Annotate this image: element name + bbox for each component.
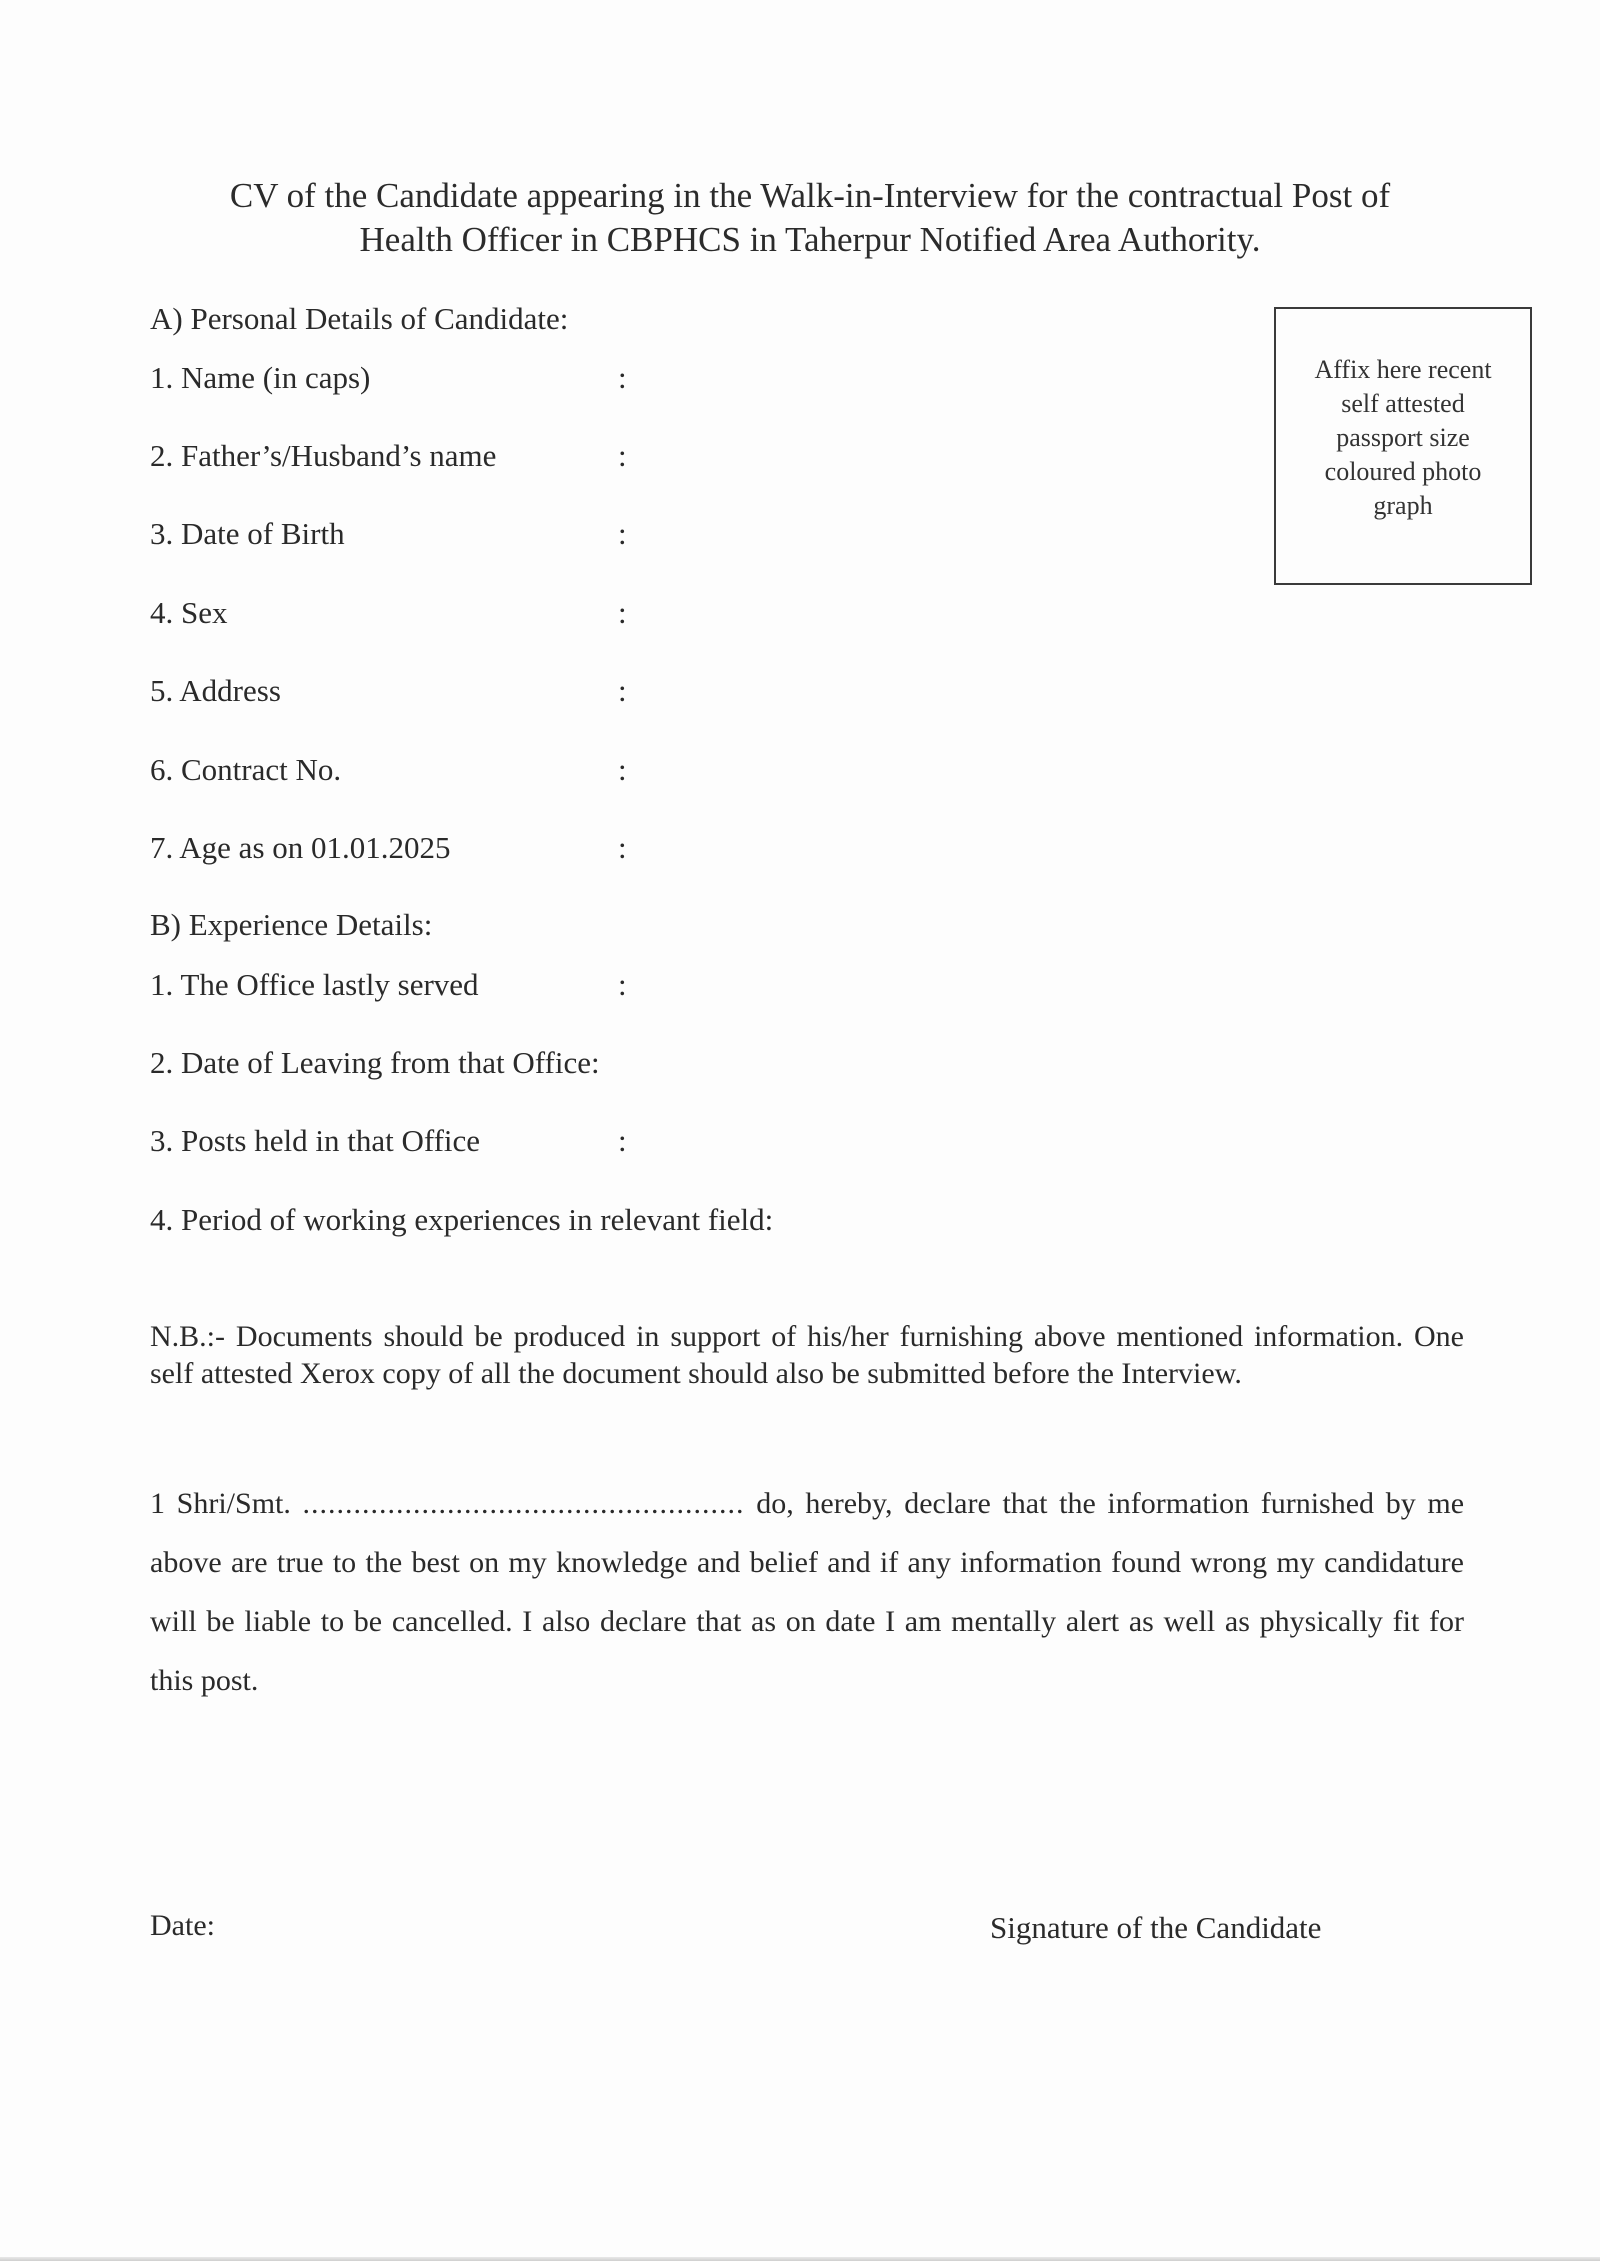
address-label: 5. Address [150,673,281,708]
date-of-birth-colon: : [618,516,627,551]
photo-text-line-1: Affix here recent [1314,355,1492,384]
photo-text-line-2: self attested [1341,389,1465,418]
sex-label: 4. Sex [150,595,228,630]
name-colon: : [618,360,627,395]
declaration-name-blank: .................................................... [302,1487,745,1520]
photo-instructions [1276,353,1530,523]
photo-text-line-4: coloured photo [1324,457,1482,486]
signature-label: Signature of the Candidate [990,1910,1322,1945]
documents-note: N.B.:- Documents should be produced in support of his/her furnishing above mentioned information. One self attested Xerox copy of all the document should also be submitted before the Interview. [150,1320,1464,1390]
contract-no-label: 6. Contract No. [150,752,342,787]
date-of-birth-label: 3. Date of Birth [150,516,345,551]
office-lastly-served-colon: : [618,967,627,1002]
declaration-paragraph [150,1474,1464,1710]
posts-held-colon: : [618,1123,627,1158]
title-line-2: Health Officer in CBPHCS in Taherpur Notified Area Authority. [359,220,1261,259]
declaration-prefix: 1 Shri/Smt. [150,1487,291,1520]
photo-text-line-3: passport size [1336,423,1470,452]
posts-held-label: 3. Posts held in that Office [150,1123,481,1158]
father-husband-name-label: 2. Father’s/Husband’s name [150,438,497,473]
name-label: 1. Name (in caps) [150,360,371,395]
contract-no-colon: : [618,752,627,787]
working-experience-label: 4. Period of working experiences in relevant field: [150,1202,774,1237]
photo-text-line-5: graph [1373,491,1433,520]
office-lastly-served-label: 1. The Office lastly served [150,967,479,1002]
scan-bottom-edge [0,2257,1600,2261]
personal-details-heading: A) Personal Details of Candidate: [150,301,569,336]
address-colon: : [618,673,627,708]
date-of-leaving-label: 2. Date of Leaving from that Office: [150,1045,600,1080]
age-colon: : [618,830,627,865]
age-label: 7. Age as on 01.01.2025 [150,830,451,865]
title-line-1: CV of the Candidate appearing in the Walk-in-Interview for the contractual Post of [229,176,1391,215]
experience-details-heading: B) Experience Details: [150,907,433,942]
photo-box [1274,307,1532,585]
sex-colon: : [618,595,627,630]
date-label: Date: [150,1909,215,1942]
document-title [150,174,1470,262]
declaration-text: do, hereby, declare that the information furnished by me above are true to the best on my knowledge and belief and if any information found wrong my candidature will be liable to be cancelled. I also declare that as on date I am mentally alert as well as physically fit for this post. [150,1487,1465,1697]
father-husband-name-colon: : [618,438,627,473]
